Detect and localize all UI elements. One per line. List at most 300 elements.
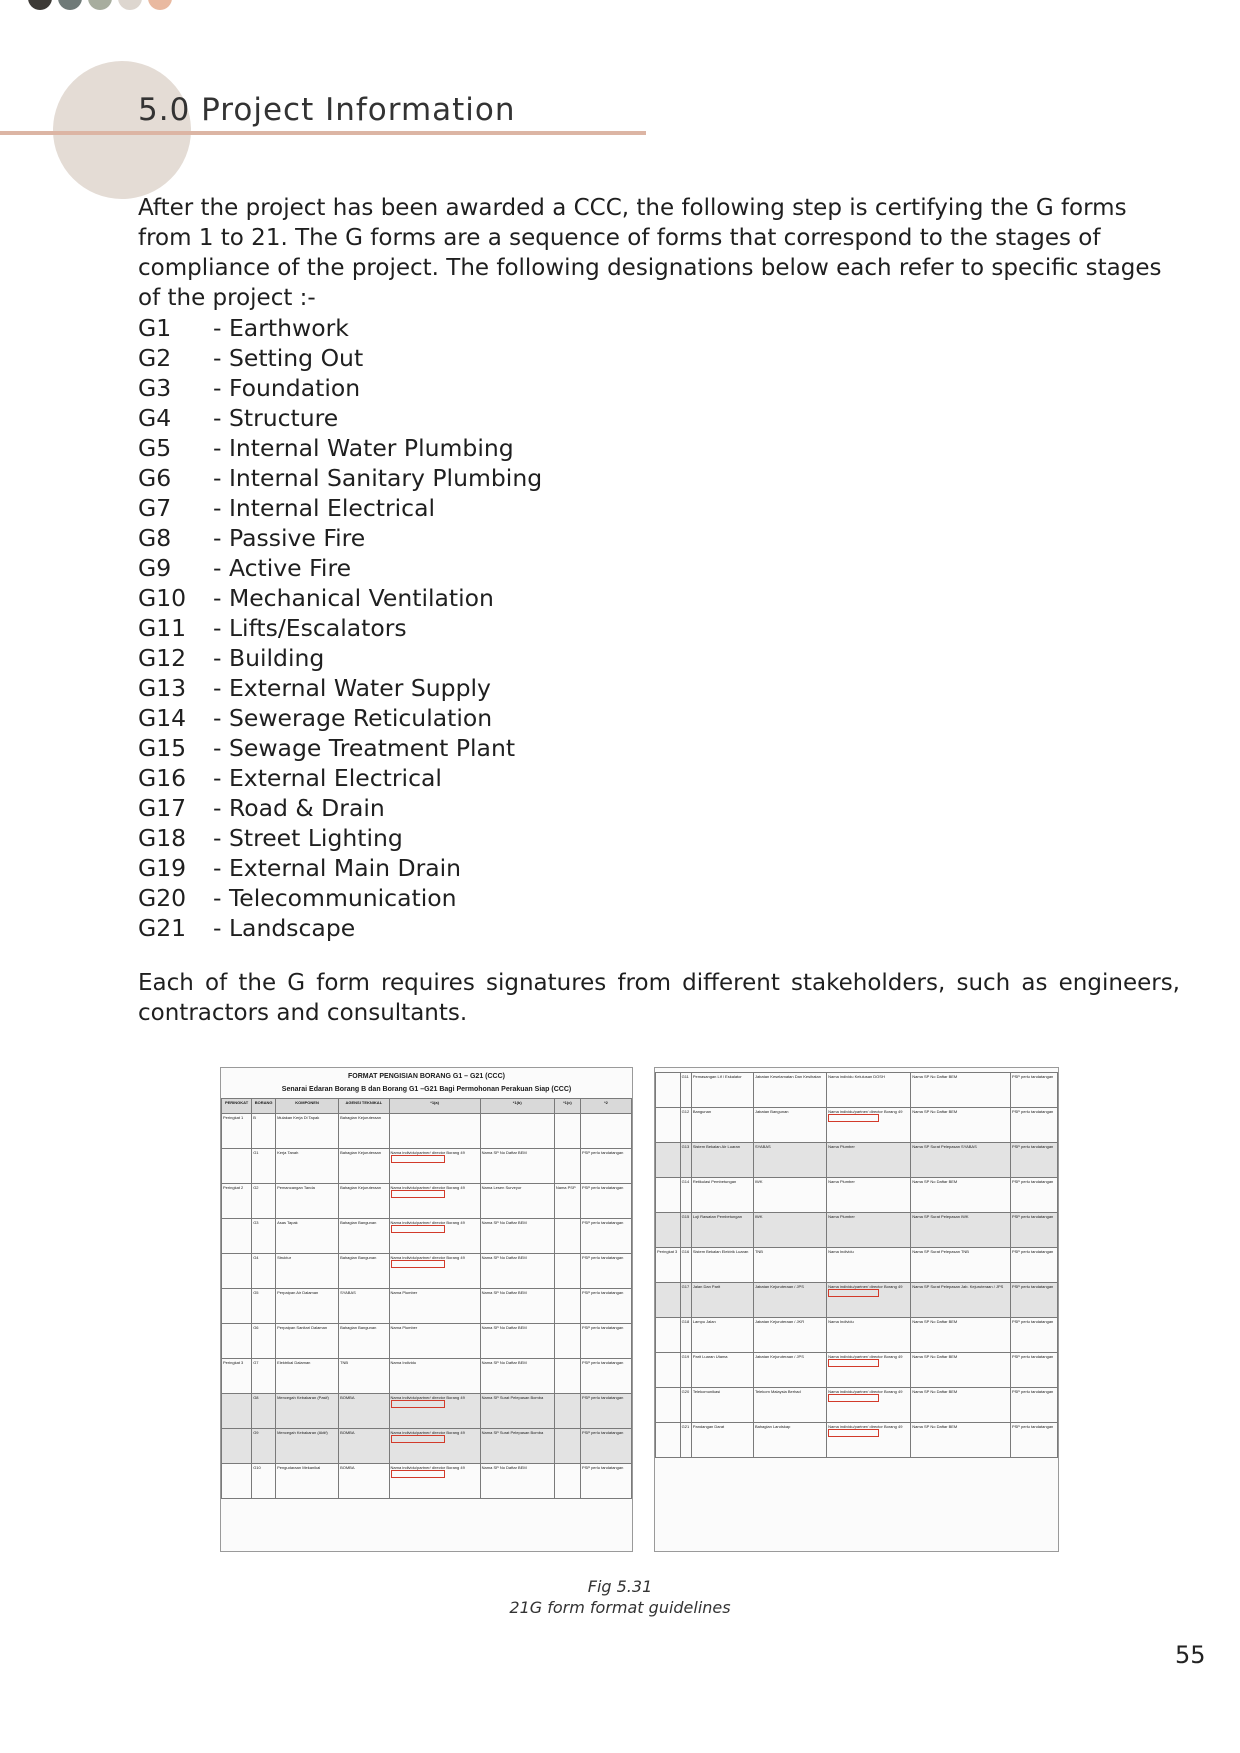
table-cell-text: Mulakan Kerja Di Tapak (277, 1115, 320, 1120)
table-cell (1010, 1108, 1057, 1143)
table-cell (339, 1464, 389, 1499)
stage-code: G19 (138, 854, 187, 882)
table-cell-text: Nama SP No Daftar BEM (481, 1150, 527, 1155)
table-cell (276, 1359, 339, 1394)
table-cell-text: G10 (253, 1465, 261, 1470)
table-cell-text: IWK (754, 1214, 763, 1219)
stage-item (138, 763, 542, 793)
table-cell (1010, 1178, 1057, 1213)
table-cell (389, 1114, 480, 1149)
table-cell (691, 1178, 753, 1213)
table-cell (656, 1213, 681, 1248)
table-cell (656, 1388, 681, 1423)
table-cell (554, 1359, 580, 1394)
table-cell-text: Struktur (277, 1255, 292, 1260)
table-cell (753, 1248, 826, 1283)
table-cell-text: G11 (681, 1074, 689, 1079)
table-cell-text: G12 (681, 1109, 690, 1114)
table-cell (1010, 1213, 1057, 1248)
table-cell-text: Lampu Jalan (692, 1319, 716, 1324)
table-cell (554, 1464, 580, 1499)
table-cell (480, 1464, 554, 1499)
table-cell (691, 1143, 753, 1178)
table-cell (276, 1149, 339, 1184)
table-cell (691, 1073, 753, 1108)
table-cell (222, 1429, 252, 1464)
table-row (222, 1324, 632, 1359)
table-cell (480, 1149, 554, 1184)
table-cell (276, 1254, 339, 1289)
table-cell (753, 1423, 826, 1458)
table-cell-text: Nama SP No Daftar BEM (481, 1465, 527, 1470)
stage-name: - External Main Drain (213, 854, 462, 882)
table-cell (753, 1283, 826, 1318)
stage-item (138, 733, 542, 763)
table-cell (554, 1289, 580, 1324)
table-cell (480, 1359, 554, 1394)
stage-code: G16 (138, 764, 187, 792)
table-cell-text: Mencegah Kebakaran (Pasif) (277, 1395, 329, 1400)
table-cell-text: PSP perlu tandatangan (1011, 1109, 1054, 1114)
stage-name: - Passive Fire (213, 524, 366, 552)
table-cell (581, 1254, 632, 1289)
table-cell (581, 1324, 632, 1359)
table-cell-text: Nama SP No Daftar BEM (481, 1290, 527, 1295)
table-cell-text: G6 (253, 1325, 259, 1330)
stage-item (138, 583, 542, 613)
stage-name: - Structure (213, 404, 339, 432)
table-cell-text: Loji Rawatan Pembetungan (692, 1214, 742, 1219)
table-subtitle: Senarai Edaran Borang B dan Borang G1 –G21 Bagi Permohonan Perakuan Siap (CCC) (281, 1086, 572, 1093)
table-cell-text: G4 (253, 1255, 259, 1260)
table-row (656, 1318, 1058, 1353)
table-cell-text: Nama Plumber (390, 1325, 418, 1330)
table-cell-text: Elektrikal Dalaman (277, 1360, 311, 1365)
table-row (656, 1073, 1058, 1108)
table-cell (827, 1073, 911, 1108)
table-cell-text: Nama individu/partner/ director Borang 49 (390, 1465, 465, 1470)
table-cell (680, 1388, 691, 1423)
table-cell (222, 1464, 252, 1499)
stage-code: G10 (138, 584, 187, 612)
table-cell-text: Nama individu/partner/ director Borang 49 (828, 1284, 903, 1289)
table-cell-text: Peringkat 1 (223, 1115, 244, 1120)
table-cell-text: Nama Individu (828, 1319, 854, 1324)
table-cell-text: PSP perlu tandatangan (582, 1185, 624, 1190)
stage-name: - Internal Water Plumbing (213, 434, 514, 462)
table-cell (252, 1184, 276, 1219)
table-cell-text: Pemasangan Lif / Eskalator (692, 1074, 742, 1079)
table-cell-text: Nama SP Surat Pelepasan SYABAS (912, 1144, 977, 1149)
caption-text: 21G form format guidelines (509, 1598, 731, 1617)
stage-item (138, 523, 542, 553)
table-cell (222, 1289, 252, 1324)
stage-list (138, 313, 542, 943)
stage-code: G18 (138, 824, 187, 852)
table-cell-text: Pemancangan Tanda (277, 1185, 315, 1190)
stage-code: G5 (138, 434, 172, 462)
table-cell (1010, 1248, 1057, 1283)
table-cell-text: Retikulasi Pembetungan (692, 1179, 737, 1184)
table-cell (753, 1213, 826, 1248)
stage-name: - Mechanical Ventilation (213, 584, 494, 612)
table-cell-text: G21 (681, 1424, 690, 1429)
table-cell (680, 1143, 691, 1178)
stage-name: - Sewage Treatment Plant (213, 734, 516, 762)
table-cell (691, 1318, 753, 1353)
table-cell (827, 1353, 911, 1388)
stage-item (138, 373, 542, 403)
table-row (656, 1423, 1058, 1458)
table-cell (339, 1429, 389, 1464)
stage-item (138, 643, 542, 673)
table-cell (252, 1324, 276, 1359)
table-cell (827, 1248, 911, 1283)
table-cell (911, 1388, 1011, 1423)
table-cell (554, 1219, 580, 1254)
left-table-body (222, 1114, 632, 1499)
table-cell-text: Nama individu Kelulusan DOSH (828, 1074, 885, 1079)
table-cell-text: Nama individu/partner/ director Borang 49 (390, 1395, 465, 1400)
table-cell-text: PSP perlu tandatangan (582, 1150, 624, 1155)
table-cell (276, 1429, 339, 1464)
stage-item (138, 703, 542, 733)
table-cell-text: PSP perlu tandatangan (1011, 1179, 1054, 1184)
table-cell-text: G17 (681, 1284, 690, 1289)
table-cell (480, 1289, 554, 1324)
table-row (222, 1289, 632, 1324)
table-cell (222, 1394, 252, 1429)
table-cell (276, 1464, 339, 1499)
table-cell (680, 1283, 691, 1318)
table-header-cell: *2 (581, 1099, 632, 1114)
table-cell-text: Nama SP Surat Pelepasan Jab. Kejuruteraan / JPS (912, 1284, 1004, 1289)
table-cell-text: PSP perlu tandatangan (1011, 1214, 1054, 1219)
table-cell-text: PSP perlu tandatangan (1011, 1249, 1054, 1254)
table-cell (554, 1184, 580, 1219)
palette-dots (28, 0, 172, 10)
table-cell (252, 1289, 276, 1324)
table-cell (480, 1114, 554, 1149)
table-cell-text: PSP perlu tandatangan (1011, 1284, 1054, 1289)
palette-dot (88, 0, 112, 10)
table-cell-text: Peringkat 3 (223, 1360, 244, 1365)
table-cell-text: Pengudaraan Mekanikal (277, 1465, 321, 1470)
table-cell (252, 1114, 276, 1149)
table-cell (581, 1359, 632, 1394)
table-cell-text: Nama SP No Daftar BEM (481, 1220, 527, 1225)
table-cell-text: PSP perlu tandatangan (582, 1290, 624, 1295)
table-cell (252, 1429, 276, 1464)
table-cell (1010, 1353, 1057, 1388)
table-header-cell: PERINGKAT (222, 1099, 252, 1114)
table-cell (581, 1464, 632, 1499)
palette-dot (148, 0, 172, 10)
table-cell (911, 1073, 1011, 1108)
table-cell-text: Nama PSP (555, 1185, 576, 1190)
table-cell (753, 1178, 826, 1213)
table-cell (691, 1108, 753, 1143)
table-cell (656, 1318, 681, 1353)
table-cell (554, 1254, 580, 1289)
table-cell (222, 1184, 252, 1219)
highlight-box (391, 1225, 446, 1233)
table-cell-text: Bahagian Kejuruteraan (340, 1115, 381, 1120)
table-cell-text: Nama Plumber (828, 1179, 855, 1184)
stage-item (138, 343, 542, 373)
table-cell (753, 1143, 826, 1178)
table-cell (222, 1149, 252, 1184)
table-cell-text: G5 (253, 1290, 259, 1295)
table-cell (753, 1108, 826, 1143)
table-cell (827, 1213, 911, 1248)
table-cell (827, 1283, 911, 1318)
stage-code: G7 (138, 494, 172, 522)
stage-code: G6 (138, 464, 172, 492)
table-cell-text: Bahagian Bangunan (340, 1220, 377, 1225)
table-row (656, 1353, 1058, 1388)
table-cell (389, 1429, 480, 1464)
table-cell (581, 1114, 632, 1149)
stage-item (138, 673, 542, 703)
highlight-box (391, 1400, 446, 1408)
table-cell-text: Nama Plumber (390, 1290, 418, 1295)
table-row (222, 1464, 632, 1499)
table-cell-text: Nama individu/partner/ director Borang 49 (390, 1150, 465, 1155)
table-cell-text: Bahagian Bangunan (340, 1255, 377, 1260)
table-row (222, 1359, 632, 1394)
table-cell-text: Nama SP No Daftar BEM (912, 1424, 958, 1429)
stage-item (138, 313, 542, 343)
table-cell (339, 1149, 389, 1184)
table-cell (680, 1213, 691, 1248)
table-cell (480, 1394, 554, 1429)
table-cell-text: G19 (681, 1354, 690, 1359)
table-cell-text: Nama Individu (828, 1249, 854, 1254)
table-cell (911, 1423, 1011, 1458)
highlight-box (391, 1470, 446, 1478)
table-cell (827, 1388, 911, 1423)
outro-paragraph: Each of the G form requires signatures from different stakeholders, such as engineers, contractors and consultants. (138, 970, 1180, 1026)
table-cell-text: Bahagian Kejuruteraan (340, 1185, 381, 1190)
table-cell-text: Nama SP Surat Pelepasan Bomba (481, 1395, 544, 1400)
table-cell (753, 1353, 826, 1388)
table-cell (554, 1149, 580, 1184)
table-cell (252, 1359, 276, 1394)
table-cell (911, 1213, 1011, 1248)
table-cell (1010, 1388, 1057, 1423)
table-cell (911, 1318, 1011, 1353)
table-cell (554, 1324, 580, 1359)
table-cell-text: Kerja Tanah (277, 1150, 299, 1155)
table-cell-text: Jabatan Kejuruteraan / JKR (754, 1319, 805, 1324)
table-cell-text: Sistem Bekalan Air Luaran (692, 1144, 740, 1149)
table-row (656, 1283, 1058, 1318)
stage-name: - Street Lighting (213, 824, 403, 852)
table-cell (276, 1289, 339, 1324)
table-cell (827, 1143, 911, 1178)
table-cell (276, 1114, 339, 1149)
table-cell-text: Sistem Bekalan Elektrik Luaran (692, 1249, 749, 1254)
table-row (222, 1114, 632, 1149)
table-cell (389, 1464, 480, 1499)
stage-item (138, 853, 542, 883)
table-cell (691, 1388, 753, 1423)
table-cell-text: Telekom Malaysia Berhad (754, 1389, 801, 1394)
table-cell (656, 1178, 681, 1213)
table-cell (680, 1353, 691, 1388)
table-cell (656, 1108, 681, 1143)
stage-code: G14 (138, 704, 187, 732)
highlight-box (391, 1155, 446, 1163)
stage-item (138, 553, 542, 583)
table-cell-text: Nama SP No Daftar BEM (912, 1179, 958, 1184)
right-table-body (656, 1073, 1058, 1458)
table-cell (581, 1289, 632, 1324)
highlight-box (391, 1260, 446, 1268)
table-cell (827, 1318, 911, 1353)
table-cell (1010, 1073, 1057, 1108)
table-cell (680, 1423, 691, 1458)
table-cell-text: Nama SP Surat Pelepasan Bomba (481, 1430, 544, 1435)
page-title: 5.0 Project Information (138, 92, 516, 128)
table-cell (680, 1178, 691, 1213)
stage-code: G8 (138, 524, 172, 552)
table-cell (581, 1149, 632, 1184)
table-cell-text: TNB (340, 1360, 349, 1365)
stage-name: - Telecommunication (213, 884, 457, 912)
palette-dot (58, 0, 82, 10)
table-cell-text: G18 (681, 1319, 690, 1324)
table-cell (827, 1178, 911, 1213)
table-cell (222, 1254, 252, 1289)
table-cell-text: SYABAS (754, 1144, 771, 1149)
table-cell-text: Nama SP No Daftar BEM (912, 1074, 958, 1079)
table-cell (691, 1353, 753, 1388)
table-cell-text: Bahagian Kejuruteraan (340, 1150, 381, 1155)
stage-name: - External Water Supply (213, 674, 491, 702)
table-cell-text: Nama individu/partner/ director Borang 49 (828, 1354, 903, 1359)
table-cell-text: G2 (253, 1185, 259, 1190)
stage-name: - Foundation (213, 374, 361, 402)
table-cell (339, 1359, 389, 1394)
table-cell (276, 1324, 339, 1359)
intro-paragraph: After the project has been awarded a CCC, the following step is certifying the G forms from 1 to 21. The G forms are a sequence of forms that correspond to the stages of compliance of the project. The following designations below each refer to specific stages of the project :- (138, 195, 1162, 311)
table-cell (1010, 1423, 1057, 1458)
table-row (222, 1219, 632, 1254)
table-cell-text: Nama individu/partner/ director Borang 49 (828, 1389, 903, 1394)
highlight-box (828, 1394, 879, 1402)
form-table-continued (655, 1072, 1058, 1458)
table-row (222, 1184, 632, 1219)
table-cell (252, 1149, 276, 1184)
table-cell (680, 1108, 691, 1143)
table-cell-text: Nama SP No Daftar BEM (481, 1325, 527, 1330)
table-header-cell: *1(c) (554, 1099, 580, 1114)
table-cell-text: Jabatan Kejuruteraan / JPS (754, 1354, 804, 1359)
table-cell (339, 1219, 389, 1254)
table-cell (222, 1324, 252, 1359)
table-header-cell: *1(a) (389, 1099, 480, 1114)
table-cell-text: PSP perlu tandatangan (1011, 1319, 1054, 1324)
stage-name: - Internal Sanitary Plumbing (213, 464, 543, 492)
stage-item (138, 793, 542, 823)
table-cell-text: Telekomunikasi (692, 1389, 721, 1394)
table-cell (656, 1073, 681, 1108)
table-cell-text: PSP perlu tandatangan (582, 1325, 624, 1330)
table-cell-text: BOMBA (340, 1430, 355, 1435)
table-cell (480, 1429, 554, 1464)
stage-code: G1 (138, 314, 172, 342)
table-cell-text: PSP perlu tandatangan (582, 1255, 624, 1260)
stage-name: - Landscape (213, 914, 356, 942)
stage-name: - Internal Electrical (213, 494, 435, 522)
table-cell (389, 1324, 480, 1359)
table-cell (911, 1178, 1011, 1213)
table-cell-text: Jabatan Bangunan (754, 1109, 789, 1114)
form-table-right (654, 1067, 1059, 1552)
table-cell-text: G16 (681, 1249, 690, 1254)
table-cell (480, 1254, 554, 1289)
stage-code: G11 (138, 614, 187, 642)
table-cell (753, 1073, 826, 1108)
stage-code: G3 (138, 374, 172, 402)
table-cell (1010, 1318, 1057, 1353)
table-cell (1010, 1283, 1057, 1318)
table-cell (691, 1213, 753, 1248)
table-row (656, 1213, 1058, 1248)
table-cell (276, 1219, 339, 1254)
table-title: FORMAT PENGISIAN BORANG G1 – G21 (CCC) (348, 1073, 505, 1080)
table-cell-text: Nama SP No Daftar BEM (912, 1354, 958, 1359)
decorative-circle (53, 61, 191, 199)
table-cell (691, 1283, 753, 1318)
table-cell (554, 1429, 580, 1464)
table-cell (252, 1219, 276, 1254)
table-cell-text: G1 (253, 1150, 259, 1155)
table-cell (389, 1219, 480, 1254)
table-cell (753, 1318, 826, 1353)
table-cell-text: Nama Individu (390, 1360, 417, 1365)
table-cell (911, 1283, 1011, 1318)
table-row (656, 1108, 1058, 1143)
table-cell (339, 1184, 389, 1219)
table-cell (554, 1114, 580, 1149)
table-cell (680, 1073, 691, 1108)
table-cell-text: Nama individu/partner/ director Borang 49 (390, 1430, 465, 1435)
table-cell-text: PSP perlu tandatangan (582, 1360, 624, 1365)
table-cell-text: PSP perlu tandatangan (582, 1465, 624, 1470)
table-cell-text: Bahagian Landskap (754, 1424, 791, 1429)
stage-name: - Building (213, 644, 325, 672)
table-cell (911, 1143, 1011, 1178)
stage-item (138, 913, 542, 943)
table-row (222, 1149, 632, 1184)
stage-code: G4 (138, 404, 172, 432)
table-cell-text: Perpaipan Air Dalaman (277, 1290, 319, 1295)
table-cell (656, 1143, 681, 1178)
table-cell-text: Pandangan Darat (692, 1424, 725, 1429)
highlight-box (391, 1435, 446, 1443)
table-cell (222, 1359, 252, 1394)
stage-name: - Road & Drain (213, 794, 385, 822)
heading-underline (0, 131, 646, 135)
table-cell-text: PSP perlu tandatangan (1011, 1074, 1054, 1079)
table-cell-text: PSP perlu tandatangan (582, 1430, 624, 1435)
table-cell (389, 1394, 480, 1429)
table-cell-text: Nama SP Surat Pelepasan IWK (912, 1214, 969, 1219)
table-cell (480, 1184, 554, 1219)
